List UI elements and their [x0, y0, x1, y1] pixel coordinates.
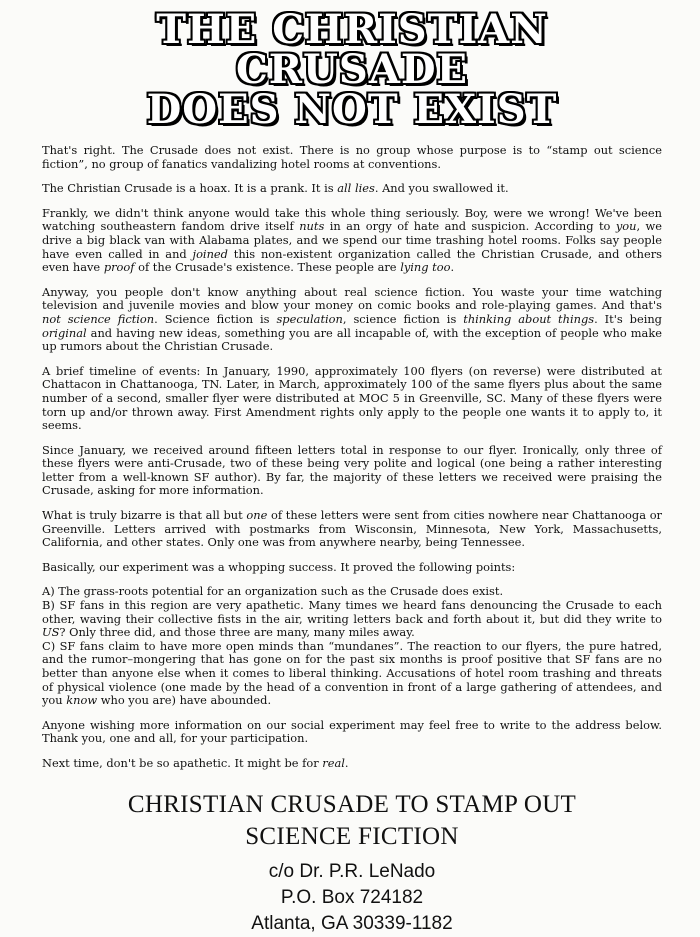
paragraph-text: , we drive a big black van with Alabama plates, and we spend our time trashing hotel rooms. Folks say people have even called in and — [42, 219, 662, 261]
paragraph-text: C) SF fans claim to have more open minds than “mundanes”. The reaction to our flyers, the pure hatred, and the rumor–mongering that has gone on for the past six months is proof positive that SF fans are no better than anyone else when it comes to liberal thinking. Accusations of hotel room trashing and threats of physical violence (one made by the head of a convention in front of a large gathering of attendees, and you — [42, 638, 662, 708]
paragraph-text: . Science fiction is — [154, 311, 277, 326]
emphasis-text: US — [42, 625, 60, 640]
paragraph-text: . And you swallowed it. — [374, 181, 509, 196]
paragraph-text: Anyway, you people don't know anything about real science fiction. You waste your time watching television and juvenile movies and blow your money on comic books and role-playing games. And that's — [42, 284, 662, 313]
body-paragraph — [42, 757, 662, 771]
paragraph-text: this non-existent organization called the Christian Crusade, and others even have — [42, 246, 663, 275]
title-line-2: DOES NOT EXIST — [146, 86, 558, 133]
paragraph-text: . It's being — [594, 311, 662, 326]
title-line-1: THE CHRISTIAN CRUSADE — [156, 6, 548, 93]
emphasis-text: real — [322, 755, 345, 770]
point-item — [42, 599, 662, 640]
emphasis-text: thinking about things — [463, 311, 595, 326]
paragraph-text: . — [450, 260, 455, 275]
paragraph-text: That's right. The Crusade does not exist. There is no group whose purpose is to “stamp out science fiction”, no group of fanatics vandalizing hotel rooms at conventions. — [42, 143, 662, 171]
paragraph-text: A brief timeline of events: In January, 1990, approximately 100 flyers (on reverse) were distributed at Chattacon in Chattanooga, TN. Later, in March, approximately 100 of the same flyers plus about the same number of a second, smaller flyer were distributed at MOC 5 in Greenville, SC. Many of these flyers were torn up and/or thrown away. First Amendment rights only apply to the people one wants it to apply to, it seems. — [42, 363, 662, 433]
emphasis-text: original — [42, 325, 87, 340]
body-paragraph — [42, 144, 662, 171]
emphasis-text: proof — [103, 260, 135, 275]
point-item — [42, 585, 662, 599]
emphasis-text: you — [615, 219, 637, 234]
body-paragraph — [42, 365, 662, 433]
paragraph-text: Next time, don't be so apathetic. It might be for — [42, 755, 323, 770]
points-list — [42, 585, 662, 707]
paragraph-text: of these letters were sent from cities nowhere near Chattanooga or Greenville. Letters arrived with postmarks from Wisconsin, Minnesota, New York, Massachusetts, California, and other states. Only one was from anywhere nearby, being Tennessee. — [42, 508, 662, 550]
body-paragraph — [42, 286, 662, 354]
emphasis-text: nuts — [299, 219, 325, 234]
emphasis-text: one — [246, 508, 268, 523]
contact-block — [42, 789, 662, 937]
organization-name-line-1: CHRISTIAN CRUSADE TO STAMP OUT — [127, 790, 577, 818]
point-item — [42, 640, 662, 708]
paragraph-text: who you are) have abounded. — [97, 693, 272, 708]
paragraph-text: ? Only three did, and those three are many, many miles away. — [59, 625, 415, 640]
body-paragraph — [42, 509, 662, 550]
paragraph-text: The Christian Crusade is a hoax. It is a prank. It is — [42, 181, 338, 196]
body-paragraph — [42, 444, 662, 498]
paragraph-text: Frankly, we didn't think anyone would take this whole thing seriously. Boy, were we wrong! We've been watching southeastern fandom drive itself — [42, 205, 662, 234]
address-city: Atlanta, GA 30339-1182 — [251, 912, 453, 934]
address-po-box: P.O. Box 724182 — [280, 886, 424, 908]
emphasis-text: joined — [192, 246, 228, 261]
address-care-of: c/o Dr. P.R. LeNado — [268, 860, 436, 882]
emphasis-text: not science fiction — [42, 311, 155, 326]
body-paragraph — [42, 719, 662, 746]
body-paragraphs — [42, 144, 662, 574]
paragraph-text: Since January, we received around fifteen letters total in response to our flyer. Ironically, only three of these flyers were anti-Crusade, two of these being very polite and logical (one being a rather interesting letter from a well-known SF author). By far, the majority of these letters we received were praising the Crusade, asking for more information. — [42, 442, 662, 498]
paragraph-text: and having new ideas, something you are all incapable of, with the exception of people who make up rumors about the Christian Crusade. — [42, 325, 662, 354]
emphasis-text: speculation — [276, 311, 343, 326]
emphasis-text: lying too — [400, 260, 451, 275]
body-paragraph — [42, 207, 662, 275]
body-paragraph — [42, 182, 662, 196]
paragraph-text: . — [344, 755, 349, 770]
paragraph-text: What is truly bizarre is that all but — [42, 508, 247, 523]
paragraph-text: in an orgy of hate and suspicion. According to — [324, 219, 616, 234]
paragraph-text: Basically, our experiment was a whopping success. It proved the following points: — [42, 559, 516, 574]
emphasis-text: know — [66, 693, 98, 708]
organization-name-line-2: SCIENCE FICTION — [245, 822, 459, 850]
closing-paragraphs — [42, 719, 662, 771]
emphasis-text: all lies — [337, 181, 375, 196]
paragraph-text: of the Crusade's existence. These people are — [134, 260, 401, 275]
paragraph-text: Anyone wishing more information on our social experiment may feel free to write to the address below. Thank you, one and all, for your participation. — [42, 717, 662, 746]
paragraph-text: , science fiction is — [342, 311, 464, 326]
paragraph-text: B) SF fans in this region are very apathetic. Many times we heard fans denouncing the Crusade to each other, waving their collective fists in the air, writing letters back and forth about it, but did they write to — [42, 598, 662, 626]
body-paragraph — [42, 561, 662, 575]
flyer-body — [42, 144, 662, 771]
flyer-title — [42, 6, 662, 133]
paragraph-text: A) The grass-roots potential for an organization such as the Crusade does exist. — [42, 584, 504, 599]
